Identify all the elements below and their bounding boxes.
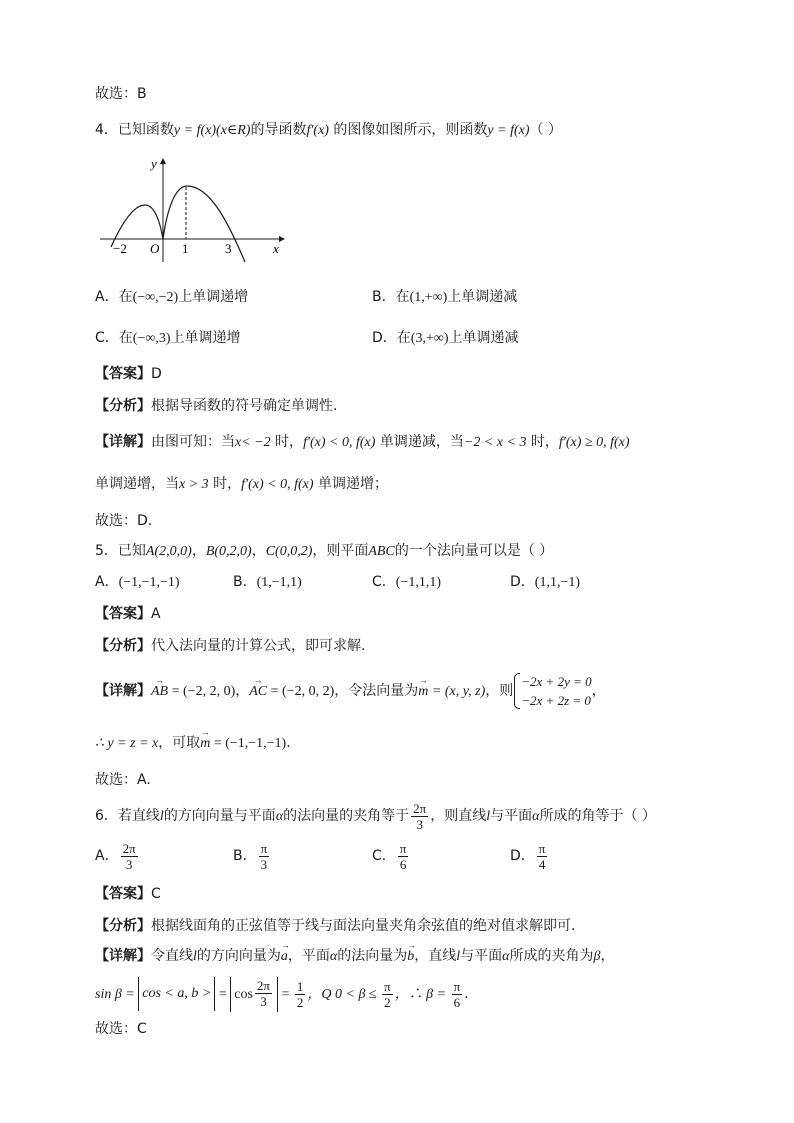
q5-option-a: A．(−1,−1,−1) bbox=[95, 574, 180, 590]
label-one: 1 bbox=[182, 241, 189, 256]
q4-option-a: A．在(−∞,−2)上单调递增 bbox=[95, 289, 249, 305]
q6-detail-line1: 【详解】令直线l的方向向量为→ a，平面α的法向量为→ b，直线l与平面α所成的夹角为β， bbox=[95, 946, 614, 967]
y-axis-arrow bbox=[160, 158, 166, 164]
q6-stem: 6．若直线l的方向向量与平面α的法向量的夹角等于 $\frac{2\pi}{3}$ ，则直线l与平面α所成的角等于（ ） bbox=[95, 800, 656, 832]
q4-analysis: 【分析】根据导函数的符号确定单调性. bbox=[95, 398, 338, 414]
q5-answer: 【答案】A bbox=[95, 606, 161, 622]
label-y: y bbox=[151, 156, 157, 171]
q4-detail-line1: 【详解】由图可知：当x< −2 时，f′(x) < 0, f(x) 单调递减，当−2 < x < 3 时，f′(x) ≥ 0, f(x) bbox=[95, 434, 630, 450]
q6-detail-formula: sin β = cos < a, b > = cos $\frac{2\pi}{3}$ = $\frac{1}{2}$ ，Q 0 < β ≤ $\frac{\pi}{2}$ ，∴ β = $\frac{\pi}{6}$ . bbox=[95, 978, 469, 1010]
right-curve bbox=[163, 186, 245, 262]
q4-option-d: D．在(3,+∞)上单调递减 bbox=[372, 330, 519, 346]
q6-option-d: D． $\frac{\pi}{4}$ bbox=[510, 840, 546, 872]
q4-option-b: B．在(1,+∞)上单调递减 bbox=[372, 289, 518, 305]
q4-stem-end: （ ） bbox=[529, 122, 562, 138]
q4-stem bbox=[95, 120, 562, 141]
q3-choose: 故选：B bbox=[95, 86, 147, 102]
q5-detail-line2: ∴ y = z = x，可取→ m = (−1,−1,−1). bbox=[95, 733, 291, 754]
vector-ac: → AC bbox=[249, 672, 267, 712]
q4-derivative-graph bbox=[95, 150, 295, 270]
x-axis-arrow bbox=[279, 236, 285, 242]
q5-detail-line1: 【详解】→ AB = (−2, 2, 0)，→ AC = (−2, 0, 2)，令法向量为→ m = (x, y, z)，则 −2x + 2y = 0 −2x + 2z = 0 ， bbox=[95, 671, 606, 712]
q4-choose: 故选：D. bbox=[95, 513, 153, 529]
q6-option-b: B． $\frac{\pi}{3}$ bbox=[233, 840, 268, 872]
q5-option-c: C．(−1,1,1) bbox=[372, 574, 442, 590]
q5-option-b: B．(1,−1,1) bbox=[233, 574, 302, 590]
label-three: 3 bbox=[225, 241, 232, 256]
q4-answer: 【答案】D bbox=[95, 366, 162, 382]
vector-ab: → AB bbox=[151, 672, 168, 712]
q6-answer: 【答案】C bbox=[95, 886, 161, 902]
q6-option-a: A． $\frac{2\pi}{3}$ bbox=[95, 840, 136, 872]
q5-stem: 5．已知A(2,0,0)，B(0,2,0)，C(0,0,2)，则平面ABC的一个法向量可以是（ ） bbox=[95, 543, 554, 559]
q5-option-d: D．(1,1,−1) bbox=[510, 574, 581, 590]
label-x: x bbox=[273, 241, 279, 256]
q4-fprime: f′(x) bbox=[306, 123, 329, 138]
label-neg2: −2 bbox=[113, 241, 127, 256]
q4-stem-prefix: 已知函数 bbox=[117, 122, 174, 138]
q4-detail-line2: 单调递增，当x > 3 时，f′(x) < 0, f(x) 单调递增； bbox=[95, 476, 388, 492]
label-origin: O bbox=[150, 241, 160, 256]
q5-choose: 故选：A. bbox=[95, 772, 151, 788]
q4-stem-mid: 的导函数 bbox=[250, 122, 307, 138]
q4-option-c: C．在(−∞,3)上单调递增 bbox=[95, 330, 241, 346]
vector-m: → m bbox=[418, 672, 428, 712]
q6-choose: 故选：C bbox=[95, 1021, 147, 1037]
q6-option-c: C． $\frac{\pi}{6}$ bbox=[372, 840, 407, 872]
q4-func2: y = f(x) bbox=[487, 123, 530, 138]
q4-func: y = f(x)(x∈R) bbox=[173, 123, 251, 138]
q6-analysis: 【分析】根据线面角的正弦值等于线与面法向量夹角余弦值的绝对值求解即可. bbox=[95, 918, 576, 934]
q4-stem-mid2: 的图像如图所示，则函数 bbox=[328, 122, 488, 138]
q4-number: 4． bbox=[95, 122, 118, 138]
equation-system: −2x + 2y = 0 −2x + 2z = 0 bbox=[513, 672, 591, 710]
q5-analysis: 【分析】代入法向量的计算公式，即可求解. bbox=[95, 638, 366, 654]
